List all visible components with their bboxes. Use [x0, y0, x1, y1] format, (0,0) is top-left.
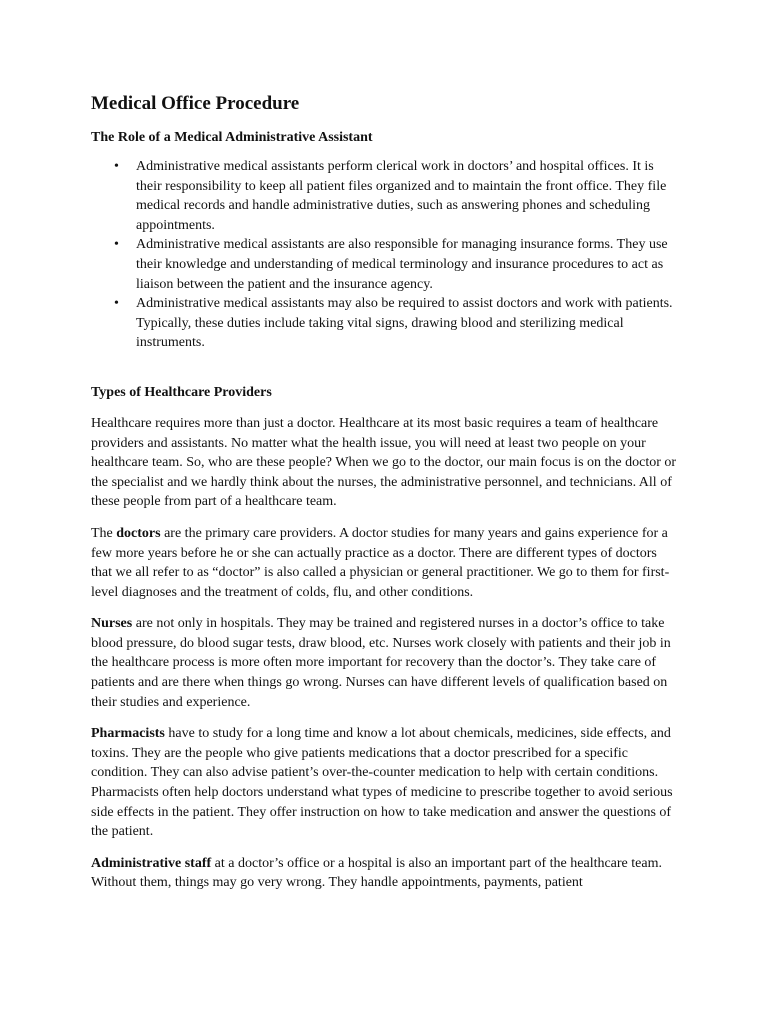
- bullet-icon: •: [114, 237, 119, 253]
- admin-staff-text: at a doctor’s office or a hospital is also an important part of the healthcare team. Without them, things may go very wrong. They handle appointments, payments, patient: [91, 855, 662, 891]
- doctors-text: are the primary care providers. A doctor studies for many years and gains experience for a few more years before he or she can actually practice as a doctor. There are different types of doctors that we all refer to as “doctor” is also called a physician or general practitioner. We go to them for first-level diagnoses and the treatment of colds, flu, and other conditions.: [91, 525, 670, 600]
- nurses-paragraph: [91, 614, 681, 712]
- bullet-icon: •: [114, 159, 119, 174]
- section-heading-providers: Types of Healthcare Providers: [91, 384, 272, 400]
- admin-staff-term: Administrative staff: [91, 855, 212, 871]
- doctors-term: doctors: [116, 525, 161, 541]
- intro-paragraph: Healthcare requires more than just a doctor. Healthcare at its most basic requires a team of healthcare providers and assistants. No matter what the health issue, you will need at least two people on your healthcare team. So, who are these people? When we go to the doctor, our main focus is on the doctor or the specialist and we hardly think about the nurses, the administrative personnel, and technicians. All of these people from part of a healthcare team.: [91, 415, 677, 510]
- pharmacists-term: Pharmacists: [91, 726, 165, 742]
- document-title: Medical Office Procedure: [91, 93, 300, 114]
- nurses-term: Nurses: [91, 616, 133, 632]
- list-item-text: Administrative medical assistants may also be required to assist doctors and work with patients. Typically, these duties include taking vital signs, drawing blood and sterilizing medical instruments.: [136, 296, 673, 351]
- doctors-prefix: The: [91, 525, 117, 541]
- pharmacists-paragraph: [91, 724, 681, 842]
- pharmacists-text: have to study for a long time and know a lot about chemicals, medicines, side effects, and toxins. They are the people who give patients medications that a doctor prescribed for a specific condition. They can also advise patient’s over-the-counter medication to help with certain conditions. Pharmacists often help doctors understand what types of medicine to prescribe together to avoid serious side effects in the patient. They offer instruction on how to take medication and answer the questions of the patient.: [91, 726, 673, 840]
- list-item: [91, 294, 681, 353]
- document-page: [91, 92, 681, 905]
- list-item: [91, 157, 681, 235]
- bullet-icon: •: [114, 296, 119, 312]
- nurses-text: are not only in hospitals. They may be trained and registered nurses in a doctor’s office to take blood pressure, do blood sugar tests, draw blood, etc. Nurses work closely with patients and their job in the healthcare process is more often more important for recovery than the doctor’s. They take care of patients and are there when things go wrong. Nurses can have different levels of qualification based on their studies and experience.: [91, 616, 671, 710]
- list-item: [91, 235, 681, 294]
- role-bullet-list: [91, 157, 681, 353]
- list-item-text: Administrative medical assistants are also responsible for managing insurance forms. They use their knowledge and understanding of medical terminology and insurance procedures to act as liaison between the patient and the insurance agency.: [136, 237, 668, 292]
- list-item-text: Administrative medical assistants perform clerical work in doctors’ and hospital offices. It is their responsibility to keep all patient files organized and to maintain the front office. They file medical records and handle administrative duties, such as answering phones and scheduling appointments.: [136, 159, 667, 233]
- section-heading-role: The Role of a Medical Administrative Assistant: [91, 130, 373, 145]
- admin-staff-paragraph: [91, 854, 681, 893]
- doctors-paragraph: [91, 524, 681, 602]
